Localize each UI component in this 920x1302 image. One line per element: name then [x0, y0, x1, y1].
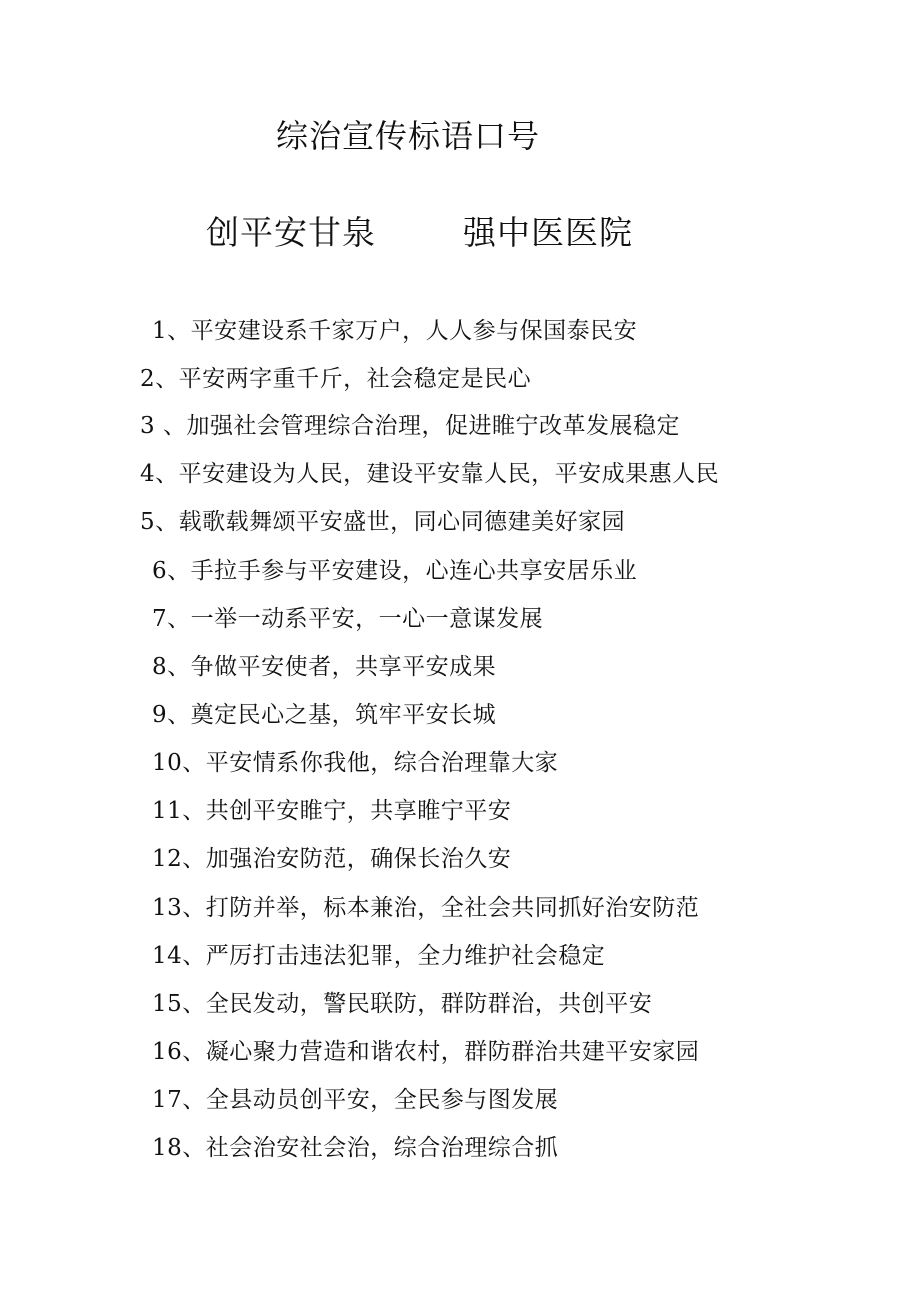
slogan-item-2: 2、平安两字重千斤，社会稳定是民心	[140, 366, 532, 392]
slogan-item-6: 6、手拉手参与平安建设，心连心共享安居乐业	[152, 558, 638, 584]
slogan-item-9: 9、奠定民心之基，筑牢平安长城	[152, 702, 497, 728]
slogan-item-3: 3 、加强社会管理综合治理，促进睢宁改革发展稳定	[140, 413, 680, 439]
slogan-item-12: 12、加强治安防范，确保长治久安	[152, 846, 512, 872]
document-title: 综治宣传标语口号	[276, 117, 541, 155]
slogan-item-13: 13、打防并举，标本兼治，全社会共同抓好治安防范	[152, 895, 700, 921]
slogan-item-14: 14、严厉打击违法犯罪，全力维护社会稳定	[152, 943, 606, 969]
slogan-item-5: 5、载歌载舞颂平安盛世，同心同德建美好家园	[140, 509, 626, 535]
slogan-item-10: 10、平安情系你我他，综合治理靠大家	[152, 750, 559, 776]
slogan-item-4: 4、平安建设为人民，建设平安靠人民，平安成果惠人民	[140, 461, 720, 487]
slogan-item-8: 8、争做平安使者，共享平安成果	[152, 654, 497, 680]
slogan-item-18: 18、社会治安社会治，综合治理综合抓	[152, 1135, 559, 1161]
slogan-item-17: 17、全县动员创平安，全民参与图发展	[152, 1087, 559, 1113]
slogan-item-15: 15、全民发动，警民联防，群防群治，共创平安	[152, 991, 653, 1017]
slogan-item-7: 7、一举一动系平安，一心一意谋发展	[152, 606, 544, 632]
subtitle-right: 强中医医院	[463, 213, 633, 252]
subtitle-left: 创平安甘泉	[206, 213, 376, 252]
slogan-item-11: 11、共创平安睢宁，共享睢宁平安	[152, 798, 512, 824]
slogan-item-16: 16、凝心聚力营造和谐农村，群防群治共建平安家园	[152, 1039, 700, 1065]
slogan-item-1: 1、平安建设系千家万户，人人参与保国泰民安	[152, 318, 638, 344]
